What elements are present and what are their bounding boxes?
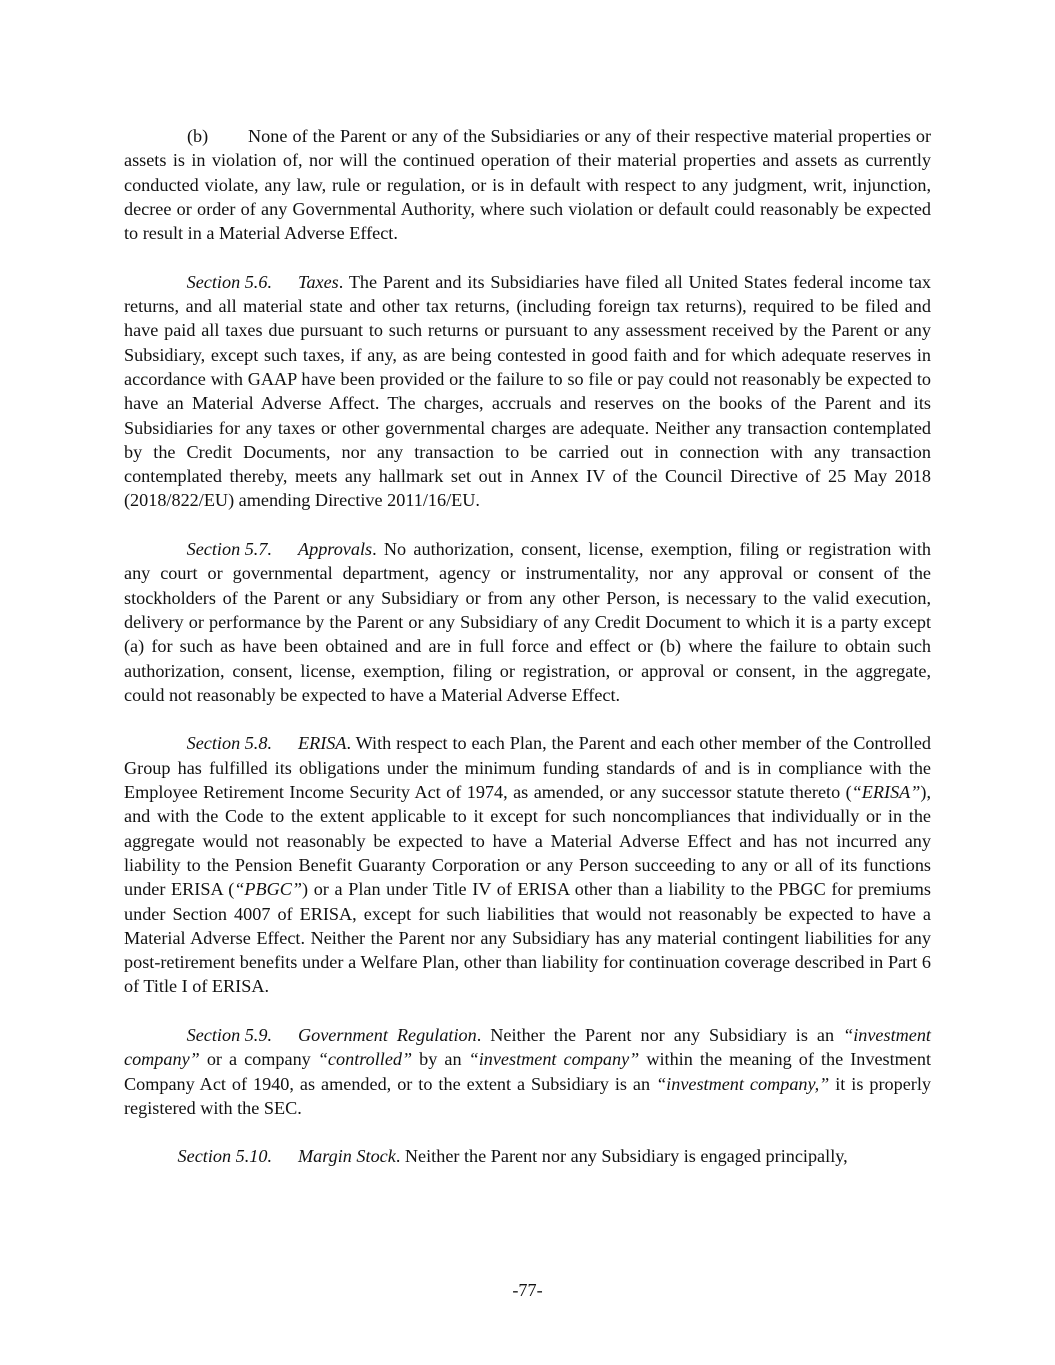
defined-term: “investment company,” bbox=[656, 1073, 830, 1094]
section-text: . With respect to each Plan, the Parent and each other member of the Controlled Group has fulfilled its obligations under the minimum funding standards of and is in compliance with the Employee Retirement Income Security Act of 1974, as amended, or any successor statute thereto ( bbox=[124, 733, 931, 803]
defined-term: “PBGC” bbox=[234, 879, 303, 900]
paragraph-b bbox=[124, 124, 931, 245]
defined-term: “ERISA” bbox=[851, 782, 921, 803]
section-number: Section 5.10. bbox=[177, 1146, 272, 1167]
section-number: Section 5.8. bbox=[186, 733, 272, 754]
section-title: Government Regulation bbox=[298, 1024, 477, 1045]
defined-term: “controlled” bbox=[317, 1049, 413, 1070]
paragraph-label: (b) bbox=[187, 126, 209, 146]
section-title: Approvals bbox=[298, 539, 373, 560]
section-title: Taxes bbox=[298, 271, 339, 292]
section-text: by an bbox=[412, 1049, 469, 1070]
section-text: . The Parent and its Subsidiaries have filed all United States federal income tax returns, and all material state and other tax returns, (including foreign tax returns), required to be filed and have paid all taxes due pursuant to such returns or pursuant to any assessment received by the Parent or any Subsidiary, except such taxes, if any, as are being contested in good faith and for which adequate reserves in accordance with GAAP have been provided or the failure to so file or pay could not reasonably be expected to have an Material Adverse Affect. The charges, accruals and reserves on the books of the Parent and its Subsidiaries for any taxes or other governmental charges are adequate. Neither any transaction contemplated by the Credit Documents, nor any transaction to be carried out in connection with any transaction contemplated thereby, meets any hallmark set out in Annex IV of the Council Directive of 25 May 2018 (2018/822/EU) amending Directive 2011/16/EU. bbox=[124, 271, 931, 511]
section-text: ) or a Plan under Title IV of ERISA other than a liability to the PBGC for premiums under Section 4007 of ERISA, except for such liabilities that would not reasonably be expected to have a Material Adverse Effect. Neither the Parent nor any Subsidiary has any material contingent liabilities for any post-retirement benefits under a Welfare Plan, other than liability for continuation coverage described in Part 6 of Title I of ERISA. bbox=[124, 879, 931, 997]
section-5-9 bbox=[124, 1023, 931, 1120]
section-text: . Neither the Parent nor any Subsidiary is an bbox=[476, 1024, 844, 1045]
section-text: . Neither the Parent nor any Subsidiary is engaged principally, bbox=[395, 1146, 848, 1167]
section-5-10 bbox=[124, 1144, 931, 1168]
defined-term: “investment company” bbox=[124, 1024, 931, 1070]
section-5-8 bbox=[124, 731, 931, 998]
section-5-7 bbox=[124, 537, 931, 707]
section-title: Margin Stock bbox=[298, 1146, 396, 1167]
section-number: Section 5.6. bbox=[186, 271, 272, 292]
section-text: . No authorization, consent, license, exemption, filing or registration with any court or governmental department, agency or instrumentality, nor any approval or consent of the stockholders of the Parent or any Subsidiary or from any other Person, is necessary to the valid execution, delivery or performance by the Parent or any Subsidiary of any Credit Document to which it is a party except (a) for such as have been obtained and are in full force and effect or (b) where the failure to obtain such authorization, consent, license, exemption, filing or registration, or approval or consent, in the aggregate, could not reasonably be expected to have a Material Adverse Effect. bbox=[124, 539, 931, 705]
section-text: or a company bbox=[199, 1049, 318, 1070]
document-body bbox=[124, 124, 931, 1193]
defined-term: “investment company” bbox=[468, 1049, 640, 1070]
section-number: Section 5.9. bbox=[186, 1024, 272, 1045]
section-text: within the meaning of the Investment Company Act of 1940, as amended, or to the extent a Subsidiary is an bbox=[124, 1049, 932, 1094]
page-number: -77- bbox=[512, 1280, 543, 1300]
section-text: it is properly registered with the SEC. bbox=[124, 1073, 931, 1118]
section-title: ERISA bbox=[298, 733, 347, 754]
section-5-6 bbox=[124, 270, 931, 513]
paragraph-text: None of the Parent or any of the Subsidiaries or any of their respective material properties or assets is in violation of, nor will the continued operation of their material properties and assets as currently conducted violate, any law, rule or regulation, or is in default with respect to any judgment, writ, injunction, decree or order of any Governmental Authority, where such violation or default could reasonably be expected to result in a Material Adverse Effect. bbox=[124, 126, 931, 244]
section-text: ), and with the Code to the extent applicable to it except for such noncompliances that individually or in the aggregate would not reasonably be expected to have a Material Adverse Effect and has not incurred any liability to the Pension Benefit Guaranty Corporation or any Person succeeding to any or all of its functions under ERISA ( bbox=[124, 782, 931, 900]
section-number: Section 5.7. bbox=[186, 539, 272, 560]
